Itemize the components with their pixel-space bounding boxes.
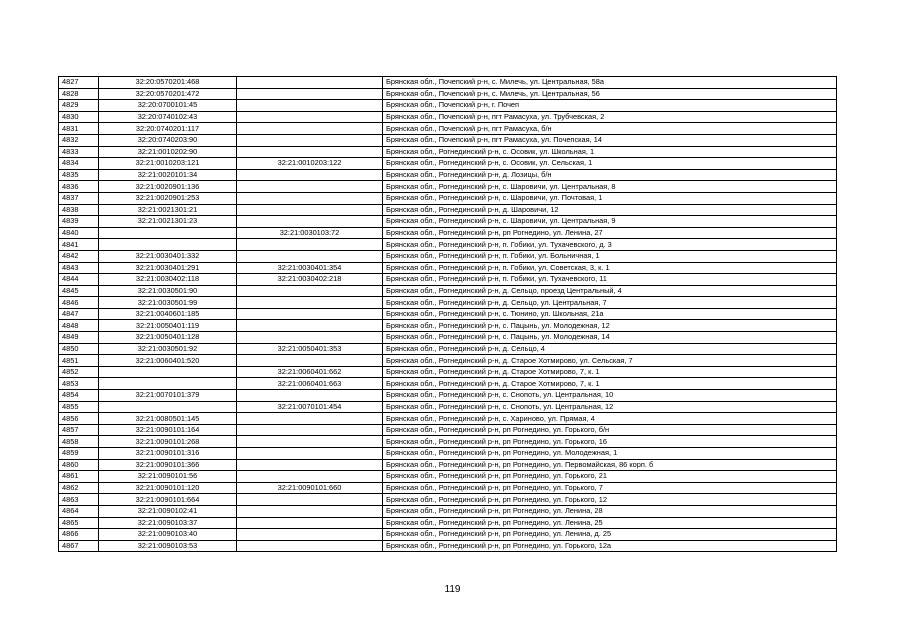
- cadastral-number-cell: 32:21:0040601:185: [99, 308, 237, 320]
- cadastral-number-cell: [99, 227, 237, 239]
- cadastral-number-cell: 32:21:0030501:92: [99, 343, 237, 355]
- row-number-cell: 4851: [59, 355, 99, 367]
- cadastral-number-alt-cell: [237, 100, 383, 112]
- table-row: [59, 529, 837, 541]
- row-number-cell: 4831: [59, 123, 99, 135]
- table-row: [59, 204, 837, 216]
- row-number-cell: 4830: [59, 111, 99, 123]
- cadastral-number-alt-cell: [237, 436, 383, 448]
- address-cell: Брянская обл., Рогнединский р-н, с. Шаровичи, ул. Почтовая, 1: [383, 192, 837, 204]
- cadastral-number-alt-cell: [237, 505, 383, 517]
- cadastral-number-alt-cell: [237, 390, 383, 402]
- cadastral-number-alt-cell: 32:21:0030402:218: [237, 274, 383, 286]
- cadastral-number-alt-cell: 32:21:0060401:663: [237, 378, 383, 390]
- row-number-cell: 4841: [59, 239, 99, 251]
- address-cell: Брянская обл., Рогнединский р-н, д. Лозицы, б/н: [383, 169, 837, 181]
- cadastral-number-cell: 32:21:0090101:664: [99, 494, 237, 506]
- cadastral-number-alt-cell: [237, 77, 383, 89]
- cadastral-number-alt-cell: [237, 517, 383, 529]
- address-cell: Брянская обл., Рогнединский р-н, д. Сельцо, 4: [383, 343, 837, 355]
- row-number-cell: 4867: [59, 540, 99, 552]
- cadastral-number-alt-cell: [237, 320, 383, 332]
- table-row: [59, 494, 837, 506]
- table-row: [59, 482, 837, 494]
- row-number-cell: 4847: [59, 308, 99, 320]
- address-cell: Брянская обл., Рогнединский р-н, с. Снопоть, ул. Центральная, 12: [383, 401, 837, 413]
- row-number-cell: 4828: [59, 88, 99, 100]
- row-number-cell: 4836: [59, 181, 99, 193]
- table-row: [59, 262, 837, 274]
- cadastral-number-cell: 32:21:0050401:119: [99, 320, 237, 332]
- row-number-cell: 4865: [59, 517, 99, 529]
- cadastral-number-cell: 32:21:0030501:90: [99, 285, 237, 297]
- cadastral-number-cell: 32:21:0090103:40: [99, 529, 237, 541]
- cadastral-number-cell: 32:21:0090101:366: [99, 459, 237, 471]
- cadastral-number-cell: 32:20:0740203:90: [99, 134, 237, 146]
- table-row: [59, 216, 837, 228]
- address-cell: Брянская обл., Рогнединский р-н, с. Шаровичи, ул. Центральная, 9: [383, 216, 837, 228]
- cadastral-number-alt-cell: [237, 250, 383, 262]
- cadastral-number-cell: 32:21:0020901:253: [99, 192, 237, 204]
- table-row: [59, 413, 837, 425]
- cadastral-number-cell: 32:21:0020901:136: [99, 181, 237, 193]
- table-row: [59, 285, 837, 297]
- address-cell: Брянская обл., Рогнединский р-н, п. Гобики, ул. Советская, 3, к. 1: [383, 262, 837, 274]
- cadastral-number-alt-cell: [237, 308, 383, 320]
- table-row: [59, 192, 837, 204]
- cadastral-number-alt-cell: [237, 111, 383, 123]
- address-cell: Брянская обл., Почепский р-н, с. Милечь, ул. Центральная, 56: [383, 88, 837, 100]
- address-cell: Брянская обл., Рогнединский р-н, рп Рогнедино, ул. Ленина, 25: [383, 517, 837, 529]
- row-number-cell: 4848: [59, 320, 99, 332]
- table-row: [59, 146, 837, 158]
- address-cell: Брянская обл., Рогнединский р-н, рп Рогнедино, ул. Первомайская, 86 корп. б: [383, 459, 837, 471]
- address-cell: Брянская обл., Рогнединский р-н, с. Пацынь, ул. Молодежная, 14: [383, 332, 837, 344]
- row-number-cell: 4864: [59, 505, 99, 517]
- table-row: [59, 77, 837, 89]
- cadastral-number-cell: 32:21:0090102:41: [99, 505, 237, 517]
- row-number-cell: 4838: [59, 204, 99, 216]
- cadastral-number-cell: [99, 239, 237, 251]
- table-row: [59, 401, 837, 413]
- address-cell: Брянская обл., Рогнединский р-н, с. Осовик, ул. Школьная, 1: [383, 146, 837, 158]
- cadastral-number-cell: 32:21:0090101:56: [99, 471, 237, 483]
- cadastral-number-alt-cell: [237, 216, 383, 228]
- row-number-cell: 4845: [59, 285, 99, 297]
- table-row: [59, 505, 837, 517]
- row-number-cell: 4860: [59, 459, 99, 471]
- table-row: [59, 378, 837, 390]
- table-row: [59, 181, 837, 193]
- row-number-cell: 4863: [59, 494, 99, 506]
- table-row: [59, 227, 837, 239]
- table-row: [59, 355, 837, 367]
- cadastral-number-cell: 32:20:0570201:472: [99, 88, 237, 100]
- address-cell: Брянская обл., Рогнединский р-н, рп Рогнедино, ул. Горького, 16: [383, 436, 837, 448]
- address-cell: Брянская обл., Рогнединский р-н, п. Гобики, ул. Тухачевского, д. 3: [383, 239, 837, 251]
- cadastral-number-cell: 32:21:0090101:316: [99, 448, 237, 460]
- cadastral-number-alt-cell: [237, 540, 383, 552]
- cadastral-number-cell: 32:21:0090101:164: [99, 424, 237, 436]
- address-cell: Брянская обл., Рогнединский р-н, с. Снопоть, ул. Центральная, 10: [383, 390, 837, 402]
- table-row: [59, 540, 837, 552]
- cadastral-number-alt-cell: [237, 169, 383, 181]
- cadastral-number-cell: [99, 401, 237, 413]
- cadastral-number-cell: [99, 378, 237, 390]
- cadastral-number-cell: 32:21:0030402:118: [99, 274, 237, 286]
- cadastral-number-alt-cell: [237, 459, 383, 471]
- row-number-cell: 4832: [59, 134, 99, 146]
- row-number-cell: 4837: [59, 192, 99, 204]
- cadastral-number-cell: 32:21:0021301:21: [99, 204, 237, 216]
- address-cell: Брянская обл., Рогнединский р-н, п. Гобики, ул. Больничная, 1: [383, 250, 837, 262]
- table-row: [59, 448, 837, 460]
- cadastral-number-alt-cell: 32:21:0050401:353: [237, 343, 383, 355]
- address-cell: Брянская обл., Рогнединский р-н, д. Старое Хотмирово, 7, к. 1: [383, 378, 837, 390]
- cadastral-number-cell: 32:21:0030401:332: [99, 250, 237, 262]
- table-row: [59, 424, 837, 436]
- row-number-cell: 4855: [59, 401, 99, 413]
- row-number-cell: 4862: [59, 482, 99, 494]
- cadastral-number-cell: 32:21:0021301:23: [99, 216, 237, 228]
- address-cell: Брянская обл., Почепский р-н, пгт Рамасуха, ул. Почепская, 14: [383, 134, 837, 146]
- row-number-cell: 4856: [59, 413, 99, 425]
- row-number-cell: 4844: [59, 274, 99, 286]
- address-cell: Брянская обл., Рогнединский р-н, рп Рогнедино, ул. Горького, 12: [383, 494, 837, 506]
- address-cell: Брянская обл., Рогнединский р-н, рп Рогнедино, ул. Молодежная, 1: [383, 448, 837, 460]
- row-number-cell: 4854: [59, 390, 99, 402]
- row-number-cell: 4843: [59, 262, 99, 274]
- cadastral-number-alt-cell: [237, 448, 383, 460]
- address-cell: Брянская обл., Рогнединский р-н, рп Рогнедино, ул. Ленина, 27: [383, 227, 837, 239]
- address-cell: Брянская обл., Рогнединский р-н, рп Рогнедино, ул. Горького, 12а: [383, 540, 837, 552]
- table-row: [59, 459, 837, 471]
- table-row: [59, 250, 837, 262]
- row-number-cell: 4833: [59, 146, 99, 158]
- table-row: [59, 471, 837, 483]
- row-number-cell: 4840: [59, 227, 99, 239]
- cadastral-number-alt-cell: [237, 192, 383, 204]
- table-row: [59, 343, 837, 355]
- registry-table: [58, 76, 837, 552]
- cadastral-number-cell: [99, 366, 237, 378]
- address-cell: Брянская обл., Почепский р-н, с. Милечь, ул. Центральная, 58а: [383, 77, 837, 89]
- cadastral-number-alt-cell: [237, 123, 383, 135]
- cadastral-number-cell: 32:21:0090103:53: [99, 540, 237, 552]
- cadastral-number-cell: 32:21:0090103:37: [99, 517, 237, 529]
- registry-table-body: [59, 77, 837, 552]
- cadastral-number-cell: 32:21:0090101:120: [99, 482, 237, 494]
- address-cell: Брянская обл., Рогнединский р-н, с. Шаровичи, ул. Центральная, 8: [383, 181, 837, 193]
- table-row: [59, 517, 837, 529]
- row-number-cell: 4853: [59, 378, 99, 390]
- cadastral-number-cell: 32:21:0030401:291: [99, 262, 237, 274]
- row-number-cell: 4835: [59, 169, 99, 181]
- table-row: [59, 239, 837, 251]
- cadastral-number-alt-cell: [237, 297, 383, 309]
- address-cell: Брянская обл., Рогнединский р-н, с. Хариново, ул. Прямая, 4: [383, 413, 837, 425]
- cadastral-number-alt-cell: [237, 332, 383, 344]
- address-cell: Брянская обл., Почепский р-н, пгт Рамасуха, б/н: [383, 123, 837, 135]
- address-cell: Брянская обл., Рогнединский р-н, д. Старое Хотмирово, ул. Сельская, 7: [383, 355, 837, 367]
- cadastral-number-alt-cell: 32:21:0090101:660: [237, 482, 383, 494]
- cadastral-number-cell: 32:20:0570201:468: [99, 77, 237, 89]
- cadastral-number-cell: 32:20:0740201:117: [99, 123, 237, 135]
- cadastral-number-alt-cell: [237, 413, 383, 425]
- address-cell: Брянская обл., Рогнединский р-н, рп Рогнедино, ул. Горького, 7: [383, 482, 837, 494]
- address-cell: Брянская обл., Рогнединский р-н, рп Рогнедино, ул. Горького, 21: [383, 471, 837, 483]
- address-cell: Брянская обл., Рогнединский р-н, д. Сельцо, проезд Центральный, 4: [383, 285, 837, 297]
- cadastral-number-alt-cell: 32:21:0030103:72: [237, 227, 383, 239]
- row-number-cell: 4857: [59, 424, 99, 436]
- row-number-cell: 4859: [59, 448, 99, 460]
- address-cell: Брянская обл., Рогнединский р-н, д. Сельцо, ул. Центральная, 7: [383, 297, 837, 309]
- row-number-cell: 4849: [59, 332, 99, 344]
- cadastral-number-cell: 32:21:0070101:379: [99, 390, 237, 402]
- table-row: [59, 169, 837, 181]
- table-row: [59, 134, 837, 146]
- row-number-cell: 4842: [59, 250, 99, 262]
- cadastral-number-cell: 32:20:0740102:43: [99, 111, 237, 123]
- table-row: [59, 88, 837, 100]
- cadastral-number-alt-cell: [237, 424, 383, 436]
- table-row: [59, 332, 837, 344]
- address-cell: Брянская обл., Рогнединский р-н, с. Осовик, ул. Сельская, 1: [383, 158, 837, 170]
- address-cell: Брянская обл., Рогнединский р-н, д. Шаровичи, 12: [383, 204, 837, 216]
- cadastral-number-cell: 32:21:0010202:90: [99, 146, 237, 158]
- cadastral-number-alt-cell: 32:21:0070101:454: [237, 401, 383, 413]
- table-row: [59, 123, 837, 135]
- table-row: [59, 308, 837, 320]
- page-number: 119: [444, 584, 461, 595]
- table-row: [59, 436, 837, 448]
- cadastral-number-alt-cell: [237, 529, 383, 541]
- address-cell: Брянская обл., Рогнединский р-н, д. Старое Хотмирово, 7, к. 1: [383, 366, 837, 378]
- cadastral-number-alt-cell: [237, 204, 383, 216]
- table-row: [59, 390, 837, 402]
- cadastral-number-cell: 32:21:0080501:145: [99, 413, 237, 425]
- cadastral-number-alt-cell: [237, 285, 383, 297]
- cadastral-number-alt-cell: [237, 355, 383, 367]
- cadastral-number-alt-cell: [237, 134, 383, 146]
- cadastral-number-cell: 32:21:0050401:128: [99, 332, 237, 344]
- table-row: [59, 366, 837, 378]
- row-number-cell: 4846: [59, 297, 99, 309]
- table-row: [59, 320, 837, 332]
- row-number-cell: 4827: [59, 77, 99, 89]
- cadastral-number-cell: 32:21:0090101:268: [99, 436, 237, 448]
- address-cell: Брянская обл., Почепский р-н, пгт Рамасуха, ул. Трубчевская, 2: [383, 111, 837, 123]
- row-number-cell: 4852: [59, 366, 99, 378]
- cadastral-number-cell: 32:21:0060401:520: [99, 355, 237, 367]
- cadastral-number-cell: 32:21:0020101:34: [99, 169, 237, 181]
- row-number-cell: 4850: [59, 343, 99, 355]
- cadastral-number-alt-cell: 32:21:0010203:122: [237, 158, 383, 170]
- cadastral-number-cell: 32:21:0030501:99: [99, 297, 237, 309]
- row-number-cell: 4839: [59, 216, 99, 228]
- address-cell: Брянская обл., Почепский р-н, г. Почеп: [383, 100, 837, 112]
- row-number-cell: 4866: [59, 529, 99, 541]
- cadastral-number-alt-cell: 32:21:0030401:354: [237, 262, 383, 274]
- row-number-cell: 4858: [59, 436, 99, 448]
- table-row: [59, 158, 837, 170]
- cadastral-number-alt-cell: [237, 471, 383, 483]
- cadastral-number-cell: 32:20:0700101:45: [99, 100, 237, 112]
- cadastral-number-alt-cell: [237, 181, 383, 193]
- cadastral-number-cell: 32:21:0010203:121: [99, 158, 237, 170]
- address-cell: Брянская обл., Рогнединский р-н, с. Тюнино, ул. Школьная, 21а: [383, 308, 837, 320]
- address-cell: Брянская обл., Рогнединский р-н, рп Рогнедино, ул. Ленина, 28: [383, 505, 837, 517]
- table-row: [59, 111, 837, 123]
- cadastral-number-alt-cell: [237, 88, 383, 100]
- address-cell: Брянская обл., Рогнединский р-н, рп Рогнедино, ул. Горького, б/н: [383, 424, 837, 436]
- address-cell: Брянская обл., Рогнединский р-н, с. Пацынь, ул. Молодежная, 12: [383, 320, 837, 332]
- cadastral-number-alt-cell: [237, 239, 383, 251]
- address-cell: Брянская обл., Рогнединский р-н, рп Рогнедино, ул. Ленина, д. 25: [383, 529, 837, 541]
- table-row: [59, 297, 837, 309]
- cadastral-number-alt-cell: [237, 146, 383, 158]
- table-row: [59, 274, 837, 286]
- row-number-cell: 4861: [59, 471, 99, 483]
- table-row: [59, 100, 837, 112]
- address-cell: Брянская обл., Рогнединский р-н, п. Гобики, ул. Тухачевского, 11: [383, 274, 837, 286]
- row-number-cell: 4834: [59, 158, 99, 170]
- row-number-cell: 4829: [59, 100, 99, 112]
- cadastral-number-alt-cell: 32:21:0060401:662: [237, 366, 383, 378]
- cadastral-number-alt-cell: [237, 494, 383, 506]
